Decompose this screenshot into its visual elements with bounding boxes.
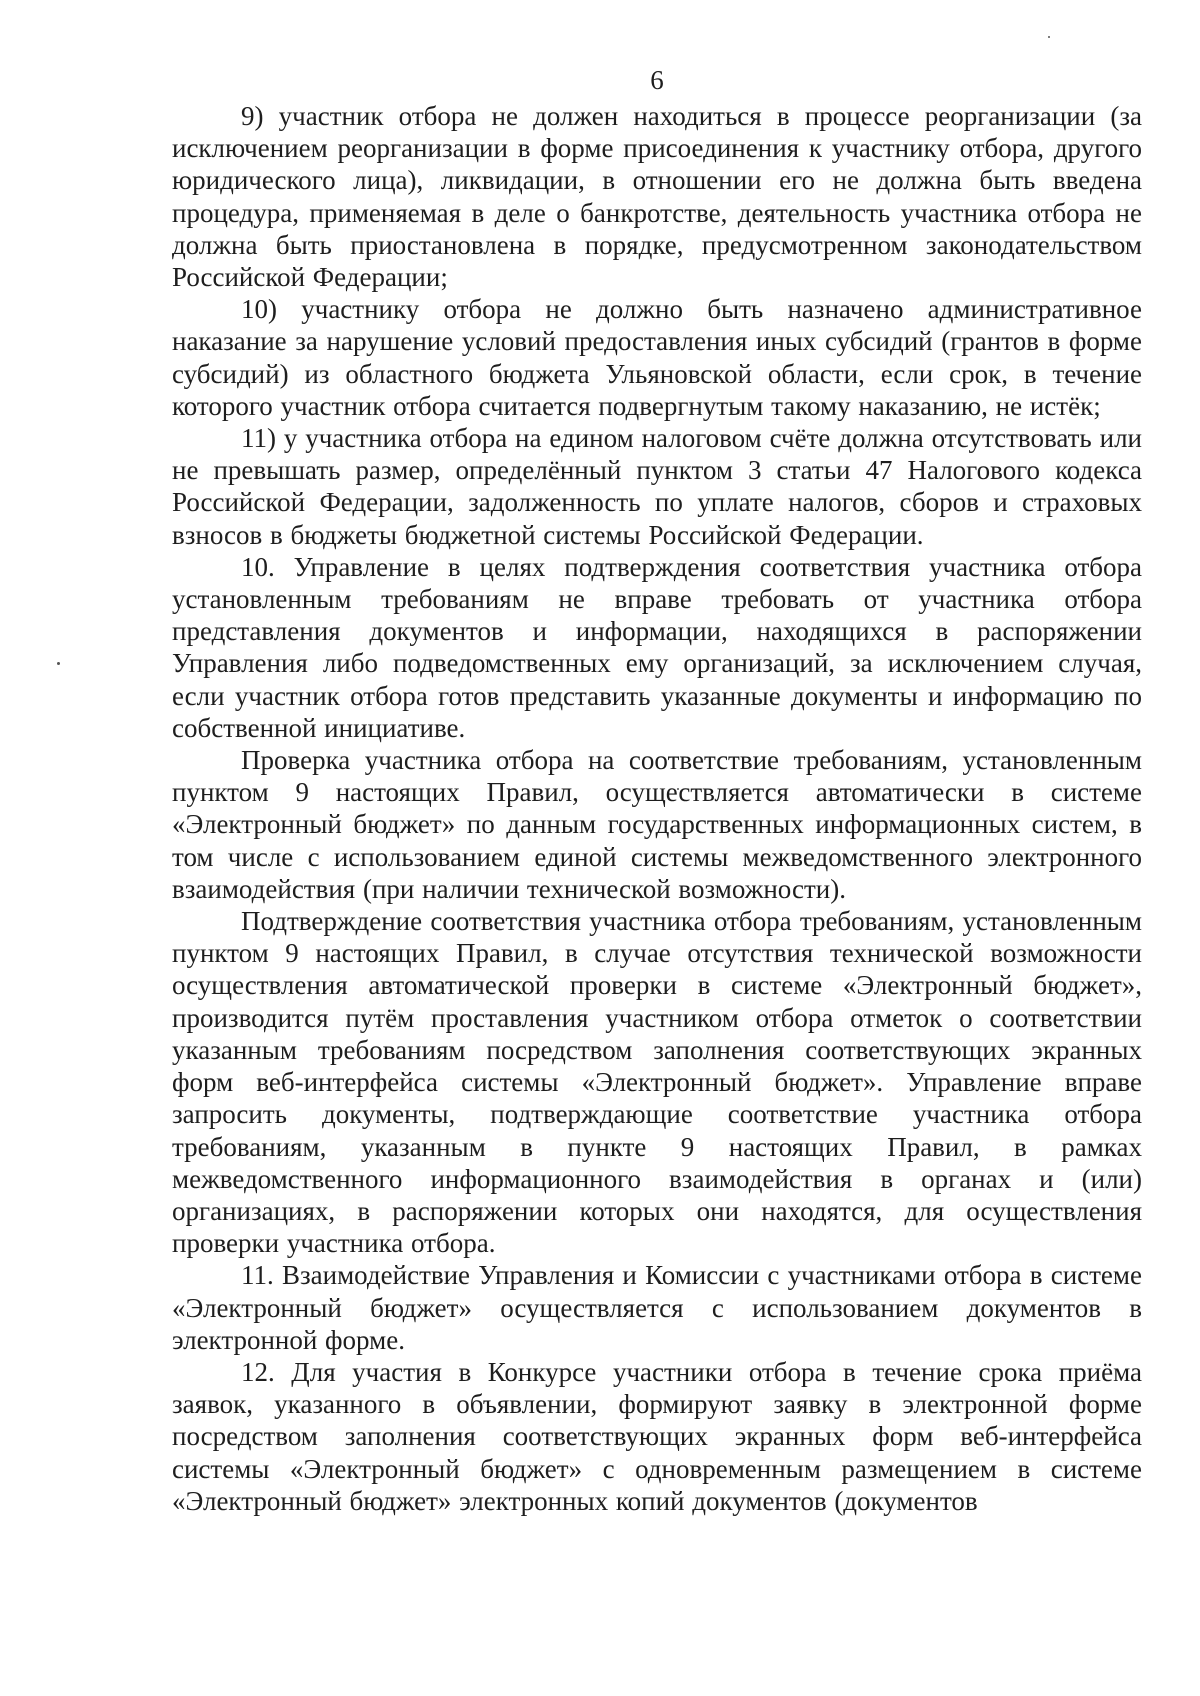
page-number: 6 [650, 65, 664, 95]
paragraph-item-9: 9) участник отбора не должен находиться в процессе реорганизации (за исключением реорганизации в форме присоединения к участнику отбора, другого юридического лица), ликвидации, в отношении его не должна быть введена процедура, применяемая в деле о банкротстве, деятельность участника отбора не должна быть приостановлена в порядке, предусмотренном законодательством Российской Федерации; [172, 101, 1142, 293]
page-content [172, 60, 1142, 1517]
paragraph-section-11: 11. Взаимодействие Управления и Комиссии с участниками отбора в системе «Электронный бюджет» осуществляется с использованием документов в электронной форме. [172, 1260, 1142, 1355]
scan-speck [1048, 36, 1050, 38]
paragraph-section-10: 10. Управление в целях подтверждения соответствия участника отбора установленным требованиям не вправе требовать от участника отбора представления документов и информации, находящихся в распоряжении Управления либо подведомственных ему организаций, за исключением случая, если участник отбора готов представить указанные документы и информацию по собственной инициативе. [172, 551, 1142, 743]
paragraph-section-12: 12. Для участия в Конкурсе участники отбора в течение срока приёма заявок, указанного в объявлении, формируют заявку в электронной форме посредством заполнения соответствующих экранных форм веб-интерфейса системы «Электронный бюджет» с одновременным размещением в системе «Электронный бюджет» электронных копий документов (документов [172, 1356, 1142, 1516]
paragraph-item-10: 10) участнику отбора не должно быть назначено административное наказание за нарушение условий предоставления иных субсидий (грантов в форме субсидий) из областного бюджета Ульяновской области, если срок, в течение которого участник отбора считается подвергнутым такому наказанию, не истёк; [172, 294, 1142, 421]
scan-speck [57, 662, 60, 665]
paragraph-confirmation: Подтверждение соответствия участника отбора требованиям, установленным пунктом 9 настоящих Правил, в случае отсутствия технической возможности осуществления автоматической проверки в системе «Электронный бюджет», производится путём проставления участником отбора отметок о соответствии указанным требованиям посредством заполнения соответствующих экранных форм веб-интерфейса системы «Электронный бюджет». Управление вправе запросить документы, подтверждающие соответствие участника отбора требованиям, указанным в пункте 9 настоящих Правил, в рамках межведомственного информационного взаимодействия в органах и (или) организациях, в распоряжении которых они находятся, для осуществления проверки участника отбора. [172, 906, 1142, 1259]
paragraph-item-11: 11) у участника отбора на едином налоговом счёте должна отсутствовать или не превышать размер, определённый пунктом 3 статьи 47 Налогового кодекса Российской Федерации, задолженность по уплате налогов, сборов и страховых взносов в бюджеты бюджетной системы Российской Федерации. [172, 423, 1142, 550]
paragraph-verification: Проверка участника отбора на соответствие требованиям, установленным пунктом 9 настоящих Правил, осуществляется автоматически в системе «Электронный бюджет» по данным государственных информационных систем, в том числе с использованием единой системы межведомственного электронного взаимодействия (при наличии технической возможности). [172, 745, 1142, 904]
